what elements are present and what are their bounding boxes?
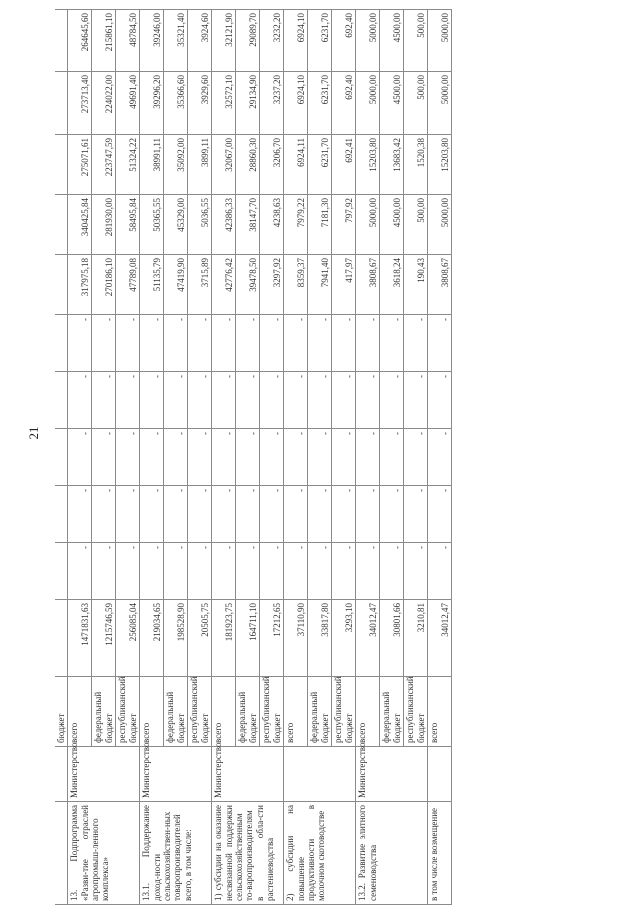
cell-amount: 6231,70 (308, 72, 332, 135)
cell-amount: 7181,30 (308, 195, 332, 255)
cell-amount: - (140, 543, 164, 600)
cell-amount: 42776,42 (212, 255, 236, 315)
cell-amount: - (212, 315, 236, 372)
cell-amount: - (332, 372, 356, 429)
cell-amount: 270186,10 (92, 255, 116, 315)
cell-amount: 30801,66 (380, 600, 404, 677)
cell-amount: 34012,47 (428, 600, 452, 677)
cell-amount: - (332, 486, 356, 543)
cell-funding-source: федеральный бюджет (308, 677, 332, 747)
cell-amount: - (284, 372, 308, 429)
cell-amount: 3715,89 (188, 255, 212, 315)
cell-amount: - (116, 543, 140, 600)
cell-amount: - (308, 315, 332, 372)
cell-amount: 20505,75 (188, 600, 212, 677)
cell-amount: 5000,00 (356, 72, 380, 135)
cell-amount: - (404, 315, 428, 372)
cell-amount: - (164, 315, 188, 372)
cell-amount: - (380, 429, 404, 486)
cell-amount: 34012,47 (356, 600, 380, 677)
cell-amount: 5000,00 (356, 195, 380, 255)
cell-funding-source: всего (68, 677, 92, 747)
cell-amount: - (260, 486, 284, 543)
cell-amount: 3210,81 (404, 600, 428, 677)
cell-amount: 692,40 (332, 10, 356, 72)
cell-amount: - (260, 315, 284, 372)
cell-amount: 17212,65 (260, 600, 284, 677)
cell-amount: - (236, 486, 260, 543)
cell-program-name: 13.2. Развитие элитного семеноводства (356, 802, 428, 905)
cell-amount: - (92, 372, 116, 429)
cell-empty (55, 315, 68, 372)
cell-amount: - (140, 315, 164, 372)
cell-amount: - (164, 543, 188, 600)
cell-amount: 417,97 (332, 255, 356, 315)
cell-amount: - (116, 315, 140, 372)
cell-funding-source: республиканский бюджет (332, 677, 356, 747)
cell-amount: - (284, 543, 308, 600)
cell-amount: 50365,55 (140, 195, 164, 255)
cell-funding-source: всего (284, 677, 308, 747)
cell-amount: 29089,70 (236, 10, 260, 72)
cell-amount: - (380, 372, 404, 429)
cell-empty (55, 429, 68, 486)
cell-amount: - (380, 315, 404, 372)
cell-amount: 48784,50 (116, 10, 140, 72)
cell-amount: - (428, 486, 452, 543)
cell-amount: 8359,37 (284, 255, 308, 315)
cell-amount: 47419,90 (164, 255, 188, 315)
cell-amount: - (356, 486, 380, 543)
cell-amount: 29134,90 (236, 72, 260, 135)
cell-amount: - (92, 315, 116, 372)
cell-amount: - (356, 315, 380, 372)
cell-amount: 4238,63 (260, 195, 284, 255)
cell-amount: 38147,70 (236, 195, 260, 255)
cell-amount: - (260, 543, 284, 600)
cell-empty (55, 600, 68, 677)
cell-amount: - (308, 372, 332, 429)
cell-amount: 5000,00 (356, 10, 380, 72)
cell-amount: - (332, 543, 356, 600)
cell-amount: - (404, 486, 428, 543)
cell-funding-source: федеральный бюджет (164, 677, 188, 747)
cell-amount: 215861,10 (92, 10, 116, 72)
cell-amount: 1215746,59 (92, 600, 116, 677)
cell-amount: 58495,84 (116, 195, 140, 255)
cell-amount: 340425,84 (68, 195, 92, 255)
cell-amount: 5000,00 (428, 195, 452, 255)
cell-responsible: Министерство (356, 747, 428, 802)
cell-amount: 49691,40 (116, 72, 140, 135)
cell-amount: 797,92 (332, 195, 356, 255)
cell-amount: 3808,67 (356, 255, 380, 315)
cell-program-name: 1) субсидии на оказание несвязанной поддержки сельскохозяйственным то-варопроизводителям в обла-сти растениеводства (212, 802, 284, 905)
cell-amount: 500,00 (404, 72, 428, 135)
cell-amount: - (380, 486, 404, 543)
cell-amount: - (188, 543, 212, 600)
table-row (428, 10, 452, 905)
cell-amount: 39246,00 (140, 10, 164, 72)
cell-amount: - (164, 429, 188, 486)
cell-amount: 15203,80 (356, 135, 380, 195)
table-row (68, 10, 92, 905)
cell-amount: - (92, 486, 116, 543)
cell-funding-source: федеральный бюджет (380, 677, 404, 747)
cell-amount: - (260, 372, 284, 429)
cell-amount: 3929,60 (188, 72, 212, 135)
cell-amount: 500,00 (404, 195, 428, 255)
cell-amount: 35366,60 (164, 72, 188, 135)
cell-amount: 3297,92 (260, 255, 284, 315)
cell-amount: 13683,42 (380, 135, 404, 195)
cell-amount: - (68, 315, 92, 372)
cell-amount: 28860,30 (236, 135, 260, 195)
cell-amount: 51135,79 (140, 255, 164, 315)
cell-amount: 3232,20 (260, 10, 284, 72)
table-row (140, 10, 164, 905)
cell-amount: 198528,90 (164, 600, 188, 677)
cell-amount: - (284, 486, 308, 543)
cell-amount: - (284, 429, 308, 486)
cell-amount: 6231,70 (308, 10, 332, 72)
cell-amount: 42386,33 (212, 195, 236, 255)
cell-amount: 37110,90 (284, 600, 308, 677)
cell-amount: 219034,65 (140, 600, 164, 677)
cell-amount: - (428, 543, 452, 600)
cell-amount: 256085,04 (116, 600, 140, 677)
cell-amount: 51324,22 (116, 135, 140, 195)
cell-empty (55, 747, 68, 802)
page-number: 21 (26, 426, 41, 440)
cell-program-name: в том числе возмещение (428, 802, 452, 905)
cell-amount: 500,00 (404, 10, 428, 72)
table-row (284, 10, 308, 905)
cell-amount: 224022,00 (92, 72, 116, 135)
cell-program-name: 13.1. Поддержание доход-ности сельскохозяйствен-ных товаропроизводителей всего, в том числе: (140, 802, 212, 905)
cell-empty (55, 72, 68, 135)
cell-amount: - (164, 372, 188, 429)
cell-amount: - (404, 372, 428, 429)
cell-amount: 35092,00 (164, 135, 188, 195)
cell-amount: - (212, 486, 236, 543)
cell-amount: 6231,70 (308, 135, 332, 195)
cell-amount: - (236, 315, 260, 372)
cell-amount: 7979,22 (284, 195, 308, 255)
cell-funding-source: федеральный бюджет (92, 677, 116, 747)
cell-amount: - (68, 543, 92, 600)
cell-amount: - (236, 543, 260, 600)
cell-amount: 181923,75 (212, 600, 236, 677)
cell-funding-source: республиканский бюджет (188, 677, 212, 747)
cell-amount: 45329,00 (164, 195, 188, 255)
cell-amount: - (236, 429, 260, 486)
cell-amount: 3899,11 (188, 135, 212, 195)
table-row (356, 10, 380, 905)
cell-amount: 35321,40 (164, 10, 188, 72)
cell-empty (55, 802, 68, 905)
cell-source: бюджет (55, 677, 68, 747)
cell-amount: - (212, 543, 236, 600)
cell-amount: - (140, 372, 164, 429)
cell-amount: - (356, 429, 380, 486)
budget-table (55, 9, 452, 905)
cell-amount: 15203,80 (428, 135, 452, 195)
cell-amount: 3618,24 (380, 255, 404, 315)
cell-empty (55, 372, 68, 429)
cell-empty (55, 255, 68, 315)
cell-amount: - (188, 315, 212, 372)
cell-amount: - (332, 429, 356, 486)
cell-amount: - (92, 429, 116, 486)
cell-empty (55, 543, 68, 600)
cell-amount: 1471831,63 (68, 600, 92, 677)
cell-amount: 1520,38 (404, 135, 428, 195)
cell-amount: 7941,40 (308, 255, 332, 315)
cell-amount: - (116, 486, 140, 543)
cell-amount: 264645,60 (68, 10, 92, 72)
cell-amount: - (212, 429, 236, 486)
table-row-top-fragment (55, 10, 68, 905)
cell-amount: - (332, 315, 356, 372)
cell-program-name: 13. Подпрограмма «Разви-тие отраслей агропромыш-ленного комплекса» (68, 802, 140, 905)
cell-amount: - (116, 372, 140, 429)
cell-amount: 223747,59 (92, 135, 116, 195)
cell-amount: 275071,61 (68, 135, 92, 195)
cell-amount: 5000,00 (428, 10, 452, 72)
cell-amount: 32121,90 (212, 10, 236, 72)
cell-amount: 6924,10 (284, 72, 308, 135)
cell-amount: - (428, 372, 452, 429)
cell-amount: 317975,18 (68, 255, 92, 315)
cell-amount: - (164, 486, 188, 543)
cell-amount: - (404, 429, 428, 486)
cell-amount: 47789,08 (116, 255, 140, 315)
cell-amount: 4500,00 (380, 10, 404, 72)
cell-funding-source: федеральный бюджет (236, 677, 260, 747)
cell-amount: - (212, 372, 236, 429)
cell-amount: - (140, 486, 164, 543)
cell-amount: 281930,00 (92, 195, 116, 255)
cell-amount: 5000,00 (428, 72, 452, 135)
cell-responsible: Министерство (140, 747, 212, 802)
cell-funding-source: всего (356, 677, 380, 747)
cell-amount: - (116, 429, 140, 486)
cell-amount: 6924,10 (284, 10, 308, 72)
cell-responsible (284, 747, 356, 802)
cell-amount: - (68, 429, 92, 486)
cell-funding-source: всего (428, 677, 452, 747)
cell-amount: 3808,67 (428, 255, 452, 315)
cell-amount: 6924,11 (284, 135, 308, 195)
cell-amount: - (188, 429, 212, 486)
cell-amount: 4500,00 (380, 72, 404, 135)
cell-amount: - (308, 486, 332, 543)
table-row (212, 10, 236, 905)
cell-amount: 3293,10 (332, 600, 356, 677)
cell-amount: - (260, 429, 284, 486)
cell-amount: - (68, 486, 92, 543)
cell-amount: - (92, 543, 116, 600)
cell-funding-source: республиканский бюджет (260, 677, 284, 747)
cell-responsible (428, 747, 452, 802)
cell-empty (55, 135, 68, 195)
cell-amount: 38991,11 (140, 135, 164, 195)
cell-amount: 3237,20 (260, 72, 284, 135)
cell-amount: - (284, 315, 308, 372)
cell-amount: 32572,10 (212, 72, 236, 135)
cell-amount: 692,41 (332, 135, 356, 195)
cell-amount: 39296,20 (140, 72, 164, 135)
cell-amount: - (356, 543, 380, 600)
cell-amount: - (308, 429, 332, 486)
budget-table-rotated (55, 10, 560, 905)
cell-amount: 39478,50 (236, 255, 260, 315)
cell-amount: 273713,40 (68, 72, 92, 135)
cell-responsible: Министерство (68, 747, 140, 802)
cell-amount: 164711,10 (236, 600, 260, 677)
table-body (55, 10, 452, 905)
cell-amount: 32067,00 (212, 135, 236, 195)
cell-amount: - (188, 486, 212, 543)
cell-funding-source: республиканский бюджет (116, 677, 140, 747)
cell-amount: 33817,80 (308, 600, 332, 677)
cell-amount: - (68, 372, 92, 429)
cell-funding-source: всего (212, 677, 236, 747)
cell-amount: - (188, 372, 212, 429)
cell-amount: - (140, 429, 164, 486)
cell-amount: - (404, 543, 428, 600)
cell-funding-source: всего (140, 677, 164, 747)
cell-empty (55, 486, 68, 543)
cell-funding-source: республиканский бюджет (404, 677, 428, 747)
cell-amount: 3206,70 (260, 135, 284, 195)
cell-amount: - (380, 543, 404, 600)
cell-program-name: 2) субсидии на повышение продуктивности в молочном скотоводстве (284, 802, 356, 905)
cell-empty (55, 195, 68, 255)
cell-amount: - (236, 372, 260, 429)
cell-amount: - (428, 429, 452, 486)
cell-amount: 3924,60 (188, 10, 212, 72)
cell-responsible: Министерство (212, 747, 284, 802)
cell-amount: 692,40 (332, 72, 356, 135)
cell-amount: - (356, 372, 380, 429)
cell-amount: 190,43 (404, 255, 428, 315)
cell-amount: - (308, 543, 332, 600)
cell-amount: 5036,55 (188, 195, 212, 255)
cell-amount: - (428, 315, 452, 372)
cell-empty (55, 10, 68, 72)
cell-amount: 4500,00 (380, 195, 404, 255)
